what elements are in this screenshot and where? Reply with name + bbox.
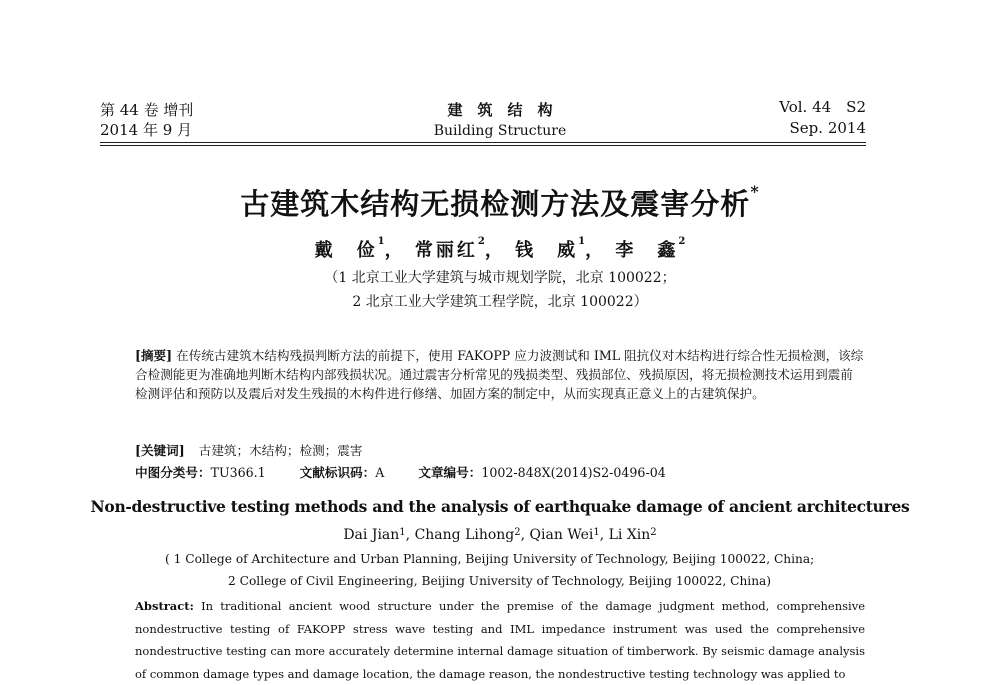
paper-title-cn: 古建筑木结构无损检测方法及震害分析*: [240, 182, 760, 221]
author-en: Qian Wei$^1$,: [529, 527, 609, 543]
abstract-cn-label: [摘要]: [135, 348, 173, 363]
journal-name-cn: 建 筑 结 构: [447, 101, 553, 119]
journal-date-cn: 2014 年 9 月: [100, 121, 193, 139]
author-cn: 钱 威$^1$，: [515, 236, 607, 261]
header-rule-top: [100, 142, 866, 143]
author-cn: 戴 俭$^1$，: [314, 236, 406, 261]
author-en: Chang Lihong$^2$,: [414, 527, 530, 543]
author-en: Li Xin$^2$: [608, 527, 657, 543]
affiliation-en-2: 2 College of Civil Engineering, Beijing University of Technology, Beijing 100022, China): [228, 574, 772, 588]
author-cn: 常丽红$^2$，: [414, 236, 506, 261]
abstract-cn-text: 在传统古建筑木结构残损判断方法的前提下，使用 FAKOPP 应力波测试和 IML 阻抗仪对木结构进行综合性无损检测，该综合检测能更为准确地判断木结构内部残损状况。通过震害分析常见的残损类型、残损部位、残损原因，将无损检测技术运用到震前检测评估和预防以及震后对发生残损的木构件进行修缮、加固方案的制定中，从而实现真正意义上的古建筑保护。: [135, 348, 864, 401]
doc-code-label: 文献标识码：: [299, 465, 376, 480]
abstract-en-text: In traditional ancient wood structure under the premise of the damage judgment method, comprehensive nondestructive testing of FAKOPP stress wave testing and IML impedance instrument was used the comprehensive nondestructive testing can more accurately determine internal damage situation of timberwork. By seismic damage analysis of common damage types and damage location, the damage reason, the nondestructive testing technology was applied to: [135, 599, 866, 681]
affiliation-cn-1: （1 北京工业大学建筑与城市规划学院，北京 100022；: [324, 270, 676, 286]
paper-title-en: Non-destructive testing methods and the analysis of earthquake damage of ancient architectures: [90, 497, 910, 516]
author-list-cn: [0, 236, 1000, 262]
abstract-cn: [135, 346, 865, 403]
article-number-value: 1002-848X(2014)S2-0496-04: [481, 465, 666, 480]
affiliation-cn-2: 2 北京工业大学建筑工程学院，北京 100022）: [352, 294, 648, 310]
affiliation-en-1: ( 1 College of Architecture and Urban Planning, Beijing University of Technology, Beijing 100022, China;: [165, 552, 815, 566]
title-footnote-mark: *: [750, 182, 760, 201]
classification-line: [135, 462, 666, 481]
keywords-cn: [135, 440, 362, 459]
journal-volume-en: Vol. 44 S2: [779, 98, 866, 116]
header-rule-bottom: [100, 145, 866, 146]
author-list-en: [0, 527, 1000, 543]
abstract-en: [135, 595, 865, 685]
journal-date-en: Sep. 2014: [789, 119, 866, 137]
journal-name-en: Building Structure: [433, 123, 567, 139]
keywords-cn-text: 古建筑；木结构；检测；震害: [198, 443, 363, 458]
clc-value: TU366.1: [210, 465, 266, 480]
journal-volume-cn: 第 44 卷 增刊: [100, 101, 194, 119]
article-number-label: 文章编号：: [418, 465, 482, 480]
keywords-cn-label: [关键词]: [135, 443, 185, 458]
doc-code-value: A: [375, 465, 385, 480]
clc-label: 中图分类号：: [135, 465, 211, 480]
author-en: Dai Jian$^1$,: [343, 527, 415, 543]
author-cn: 李 鑫$^2$: [615, 236, 686, 261]
abstract-en-label: Abstract:: [135, 599, 194, 613]
